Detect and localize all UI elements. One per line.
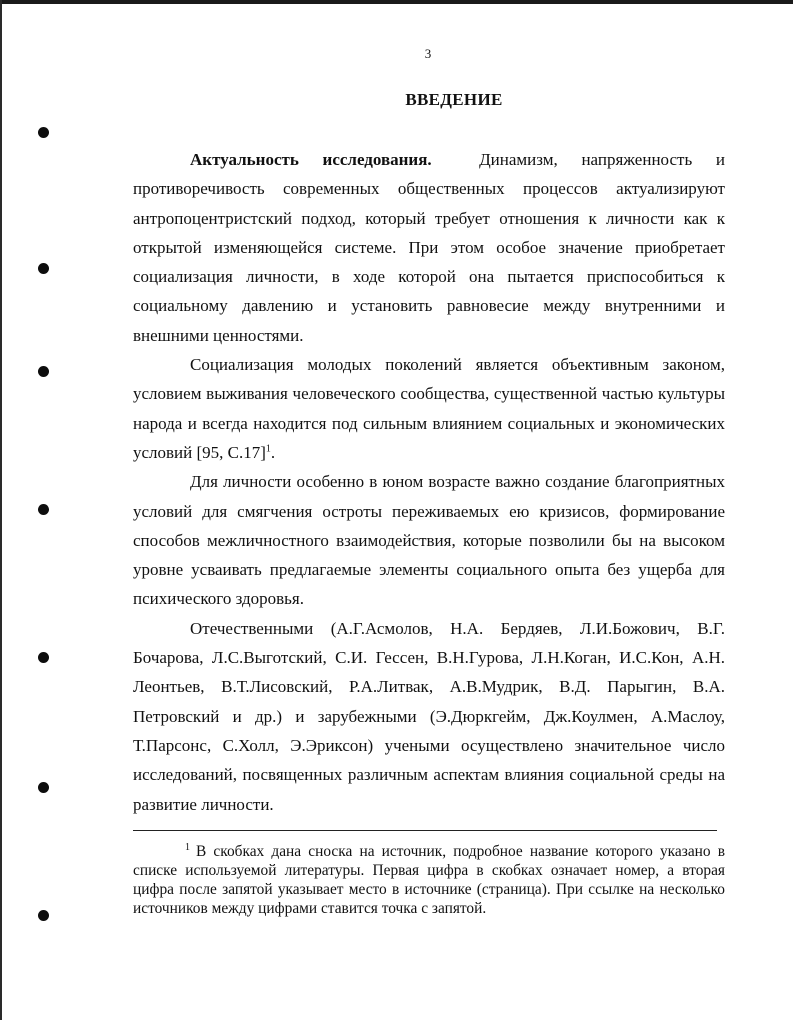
section-title: ВВЕДЕНИЕ	[405, 90, 503, 109]
page-number: 3	[424, 46, 432, 61]
scan-top-border	[0, 0, 793, 4]
footnote-divider	[133, 830, 717, 831]
paragraph-text: Динамизм, напряженность и противоречивость современных общественных процессов актуализируют антропоцентристский подход, который требует отношения к личности как к открытой изменяющейся системе. При этом особое значение приобретает социализация личности, в ходе которой она пытается приспособиться к социальному давлению и установить равновесие между внутренними и внешними ценностями.	[133, 150, 725, 345]
footnote-paragraph	[133, 842, 725, 918]
scan-left-border	[0, 0, 2, 1020]
binder-hole-icon	[38, 910, 49, 921]
binder-hole-icon	[38, 782, 49, 793]
footnote-reference[interactable]: 1	[265, 443, 271, 455]
binder-hole-icon	[38, 366, 49, 377]
paragraph-text: Для личности особенно в юном возрасте важно создание благоприятных условий для смягчения остроты переживаемых ею кризисов, формирование способов межличностного взаимодействия, которые позволили бы на высоком уровне усваивать предлагаемые элементы социального опыта без ущерба для психического здоровья.	[133, 472, 725, 609]
paragraph-text: Социализация молодых поколений является объективным законом, условием выживания человеческого сообщества, существенной частью культуры народа и всегда находится под сильным влиянием социальных и экономических условий [95, С.17]	[133, 355, 725, 462]
footnote-mark: 1	[185, 841, 190, 853]
paragraph-end: .	[270, 442, 276, 462]
paragraph-text: Отечественными (А.Г.Асмолов, Н.А. Бердяев, Л.И.Божович, В.Г. Бочарова, Л.С.Выготский, С.И. Гессен, В.Н.Гурова, Л.Н.Коган, И.С.Кон, А.Н. Леонтьев, В.Т.Лисовский, Р.А.Литвак, А.В.Мудрик, В.Д. Парыгин, В.А. Петровский и др.) и зарубежными (Э.Дюркгейм, Дж.Коулмен, А.Маслоу, Т.Парсонс, С.Холл, Э.Эриксон) учеными осуществлено значительное число исследований, посвященных различным аспектам влияния социальной среды на развитие личности.	[133, 618, 725, 814]
binder-hole-icon	[38, 504, 49, 515]
paragraph	[133, 467, 725, 613]
paragraph	[133, 614, 725, 819]
footnote-text: В скобках дана сноска на источник, подробное название которого указано в списке используемой литературы. Первая цифра в скобках означает номер, а вторая цифра после запятой указывает место в источнике (страница). При ссылке на несколько источников между цифрами ставится точка с запятой.	[133, 843, 725, 917]
paragraph-lead: Актуальность исследования.	[190, 150, 432, 169]
paragraph	[133, 350, 725, 467]
paragraph	[133, 145, 725, 350]
binder-hole-icon	[38, 127, 49, 138]
body-text	[133, 145, 725, 819]
binder-hole-icon	[38, 652, 49, 663]
binder-hole-icon	[38, 263, 49, 274]
footnote	[133, 842, 725, 918]
